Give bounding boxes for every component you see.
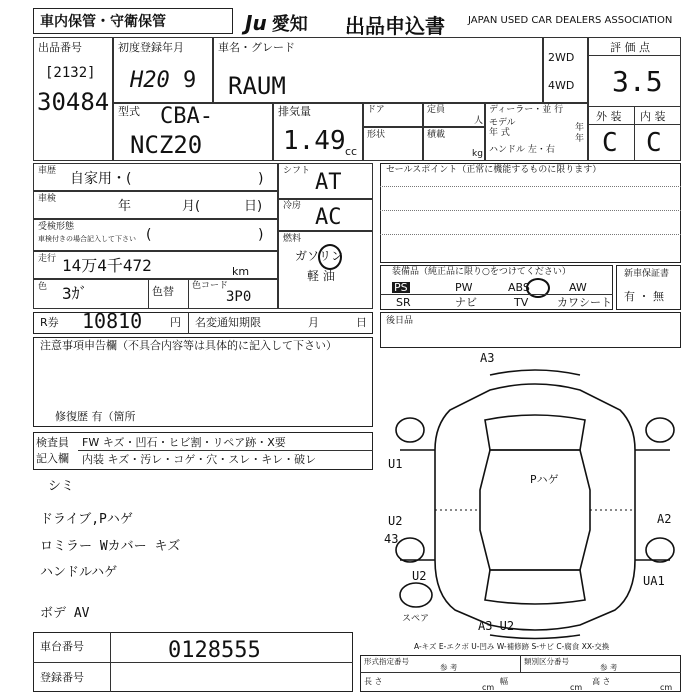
car-roof <box>480 450 590 570</box>
mark-a3-bottom: A3 U2 <box>478 619 515 633</box>
meta-type-no: 形式指定番号 <box>364 657 409 666</box>
front-bumper <box>490 370 580 375</box>
mark-43: 43 <box>384 532 399 546</box>
inspector-label2: 記入欄 <box>36 452 69 465</box>
score-value: 3.5 <box>612 65 663 98</box>
sales-rule-3 <box>380 234 681 235</box>
fuel-diesel: 軽 油 <box>307 269 335 283</box>
equip-sr: SR <box>396 296 411 309</box>
chassis-label: 車台番号 <box>40 640 84 653</box>
sales-rule-1 <box>380 186 681 187</box>
mark-ua1: UA1 <box>643 574 665 588</box>
meta-type-ref: 参 考 <box>440 663 458 672</box>
inspection-year: 年 <box>118 199 132 214</box>
dealer-l3b: 年 <box>575 134 585 144</box>
first-reg-label: 初度登録年月 <box>118 41 184 54</box>
dealer-l1: ディーラー・並 行 <box>489 105 564 115</box>
history-close: ) <box>258 171 264 187</box>
name-change-day: 日 <box>356 316 367 329</box>
inspection-month: 月( <box>182 199 201 214</box>
inspector-row1: FW キズ・凹石・ヒビ割・リペア跡・X要 <box>82 436 286 449</box>
aircon-value: AC <box>315 205 342 230</box>
model-line1: CBA- <box>160 104 213 129</box>
equip-aw: AW <box>569 281 587 294</box>
warranty-label: 新車保証書 <box>624 269 670 279</box>
ext-grade: C <box>602 128 618 158</box>
meta-width: 幅 <box>500 677 508 686</box>
score-label: 評 価 点 <box>610 41 650 54</box>
meta-height-unit: cm <box>660 683 673 692</box>
inspection-label: 車検 <box>38 194 57 204</box>
spare-tire <box>400 583 432 607</box>
equip-abs-circle <box>526 278 550 298</box>
dealer-l4: ハンドル 左・右 <box>489 145 555 155</box>
inspector-label1: 検査員 <box>36 436 69 449</box>
receive-open: ( <box>146 227 152 243</box>
rear-bumper <box>490 635 580 639</box>
chassis-col-line <box>110 632 111 692</box>
later-item-box <box>380 312 681 348</box>
fuel-gas: ガソリン <box>295 249 344 263</box>
car-diagram <box>380 350 690 650</box>
form-meta-col <box>520 655 521 672</box>
storage-label-box <box>33 8 233 34</box>
note-1: シミ <box>48 479 75 494</box>
r-ticket-value: 10810 <box>82 309 143 333</box>
drive-4wd: 4WD <box>548 79 575 92</box>
int-grade: C <box>646 128 662 158</box>
ju-logo-mark: Ju <box>245 11 267 35</box>
repair-history: 修復歴 有（箇所 <box>55 410 136 423</box>
warranty-value: 有 ・ 無 <box>624 290 664 303</box>
door-label: ドア <box>367 105 385 115</box>
note-5: ボデ AV <box>40 606 90 621</box>
mileage-label: 走行 <box>38 254 57 264</box>
lot-number: 30484 <box>37 88 110 116</box>
association-name: JAPAN USED CAR DEALERS ASSOCIATION <box>468 15 673 26</box>
meta-length-unit: cm <box>482 683 495 692</box>
int-label: 内 装 <box>640 110 666 123</box>
equip-seat: カワシート <box>557 296 612 309</box>
wheel-fr <box>646 418 674 442</box>
equip-ps: PS <box>394 281 408 294</box>
car-windshield <box>485 415 585 450</box>
fuel-label: 燃料 <box>283 234 302 244</box>
car-name-label: 車名・グレード <box>218 41 295 54</box>
note-2: ドライブ,Pハゲ <box>40 512 133 527</box>
history-label: 車歴 <box>38 166 57 176</box>
mark-a3-top: A3 <box>480 351 495 365</box>
load-label: 積載 <box>427 130 446 140</box>
car-body-outline <box>435 384 635 633</box>
meta-height: 高 さ <box>592 677 611 686</box>
mark-p-hage: Pハゲ <box>530 473 559 486</box>
color-value: 3ｶﾞ <box>62 284 88 303</box>
meta-class-no: 類別区分番号 <box>524 657 569 666</box>
storage-label: 車内保管・守衛保管 <box>40 14 166 30</box>
r-ticket-unit: 円 <box>170 316 181 329</box>
r-ticket-div <box>188 312 189 334</box>
ext-label: 外 装 <box>596 110 622 123</box>
mileage-value: 14万4千472 <box>62 256 152 275</box>
lot-label: 出品番号 <box>38 41 82 54</box>
equip-tv: TV <box>514 296 529 309</box>
sales-point-box <box>380 163 681 263</box>
paint-change-label: 色替 <box>152 285 174 298</box>
meta-width-unit: cm <box>570 683 583 692</box>
later-item-label: 後日品 <box>386 316 414 326</box>
sales-point-label: セールスポイント（正常に機能するものに限ります） <box>386 165 602 175</box>
displacement-label: 排気量 <box>278 105 311 118</box>
receive-label: 受検形態 <box>38 222 75 232</box>
score-mid-line <box>634 106 635 161</box>
ju-logo <box>245 10 308 36</box>
mark-u2-a: U2 <box>388 514 403 528</box>
inspector-row-line <box>78 450 373 451</box>
registration-label: 登録番号 <box>40 671 84 684</box>
mark-a2: A2 <box>657 512 672 526</box>
equipment-label: 装備品（純正品に限り○をつけてください） <box>392 267 571 277</box>
notes-label: 注意事項申告欄（不具合内容等は具体的に記入して下さい） <box>40 339 337 352</box>
equip-navi: ナビ <box>455 296 477 309</box>
note-3: ロミラー Wカバー キズ <box>40 539 181 554</box>
load-unit: kg <box>472 149 483 159</box>
prefecture: 愛知 <box>271 14 308 35</box>
displacement-value: 1.49 <box>283 126 346 156</box>
shape-label: 形状 <box>367 130 386 140</box>
model-label: 型式 <box>118 105 140 118</box>
shift-label: シフト <box>283 166 311 176</box>
first-reg-era: H20 <box>130 68 170 93</box>
aircon-label: 冷房 <box>283 201 302 211</box>
car-rear-window <box>485 570 585 604</box>
mark-u1: U1 <box>388 457 403 471</box>
color-div1 <box>148 279 149 309</box>
dealer-l2: モデル <box>489 118 516 128</box>
form-title: 出品申込書 <box>345 14 445 38</box>
shift-value: AT <box>315 170 342 195</box>
color-label: 色 <box>38 282 48 292</box>
sales-rule-2 <box>380 210 681 211</box>
inspection-day: 日) <box>244 199 263 214</box>
mark-u2-b: U2 <box>412 569 427 583</box>
history-value: 自家用・( <box>70 171 132 187</box>
color-code-value: 3P0 <box>226 289 252 305</box>
color-div2 <box>188 279 189 309</box>
inspector-row2: 内装 キズ・汚レ・コゲ・穴・スレ・キレ・破レ <box>82 453 317 466</box>
receive-close: ) <box>258 227 264 243</box>
dealer-l2b: 年 <box>575 123 585 133</box>
name-change-month: 月 <box>308 316 319 329</box>
dealer-l3: 年 式 <box>489 128 510 138</box>
spare-label: スペア <box>402 614 430 624</box>
drive-2wd: 2WD <box>548 51 575 64</box>
equip-pw: PW <box>455 281 473 294</box>
mileage-unit: km <box>232 265 250 278</box>
lot-code: [2132] <box>45 65 96 81</box>
chassis-value: 0128555 <box>168 638 261 663</box>
damage-legend: A-キズ E-エクボ U-凹み W-補修跡 S-サビ C-腐食 XX-交換 <box>414 642 610 651</box>
note-4: ハンドルハゲ <box>40 565 118 580</box>
wheel-rr <box>646 538 674 562</box>
color-code-label: 色コード <box>192 281 229 291</box>
wheel-rl <box>396 538 424 562</box>
displacement-unit: cc <box>345 145 358 158</box>
model-line2: NCZ20 <box>130 131 203 159</box>
inspection-row <box>33 191 278 219</box>
drive-cell <box>543 37 588 103</box>
first-reg-month: 9 <box>183 68 197 93</box>
r-ticket-label: R券 <box>40 316 59 329</box>
equip-row-line <box>380 294 613 295</box>
equip-abs: ABS <box>508 281 530 294</box>
car-name-value: RAUM <box>228 72 286 100</box>
name-change-label: 名変通知期限 <box>195 316 261 329</box>
capacity-label: 定員 <box>427 105 446 115</box>
wheel-fl <box>396 418 424 442</box>
fuel-circle <box>318 244 342 270</box>
meta-class-ref: 参 考 <box>600 663 618 672</box>
meta-length: 長 さ <box>364 677 383 686</box>
score-label-line <box>588 55 681 56</box>
capacity-unit: 人 <box>474 116 484 126</box>
receive-sub: 車検付きの場合記入して下さい <box>38 235 136 243</box>
form-meta-line <box>360 672 681 673</box>
